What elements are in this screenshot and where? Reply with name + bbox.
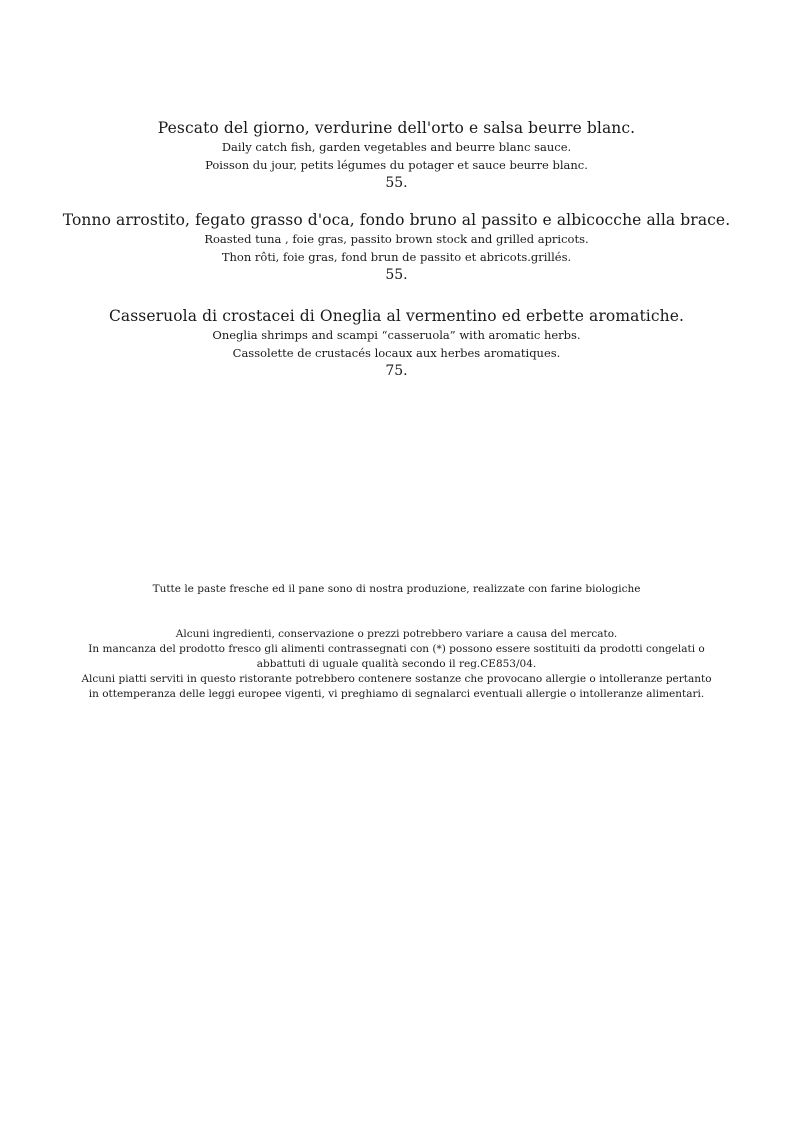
dish-price: 75. [385, 363, 408, 379]
dish-title: Pescato del giorno, verdurine dell'orto e salsa beurre blanc. [157, 119, 636, 137]
dish-title: Tonno arrostito, fegato grasso d'oca, fondo bruno al passito e albicocche alla brace. [62, 211, 731, 229]
bio-note: Tutte le paste fresche ed il pane sono di nostra produzione, realizzate con farine biologiche [152, 583, 641, 595]
dish-description-fr: Cassolette de crustacés locaux aux herbes aromatiques. [232, 346, 561, 360]
notice-line: Alcuni ingredienti, conservazione o prezzi potrebbero variare a causa del mercato. [175, 628, 618, 640]
dish-price: 55. [385, 267, 408, 283]
dish-title: Casseruola di crostacei di Oneglia al vermentino ed erbette aromatiche. [108, 307, 685, 325]
notice-line: in ottemperanza delle leggi europee vigenti, vi preghiamo di segnalarci eventuali allergie o intolleranze alimentari. [88, 688, 705, 700]
dish-item [0, 210, 793, 284]
dish-description-fr: Poisson du jour, petits légumes du potager et sauce beurre blanc. [205, 158, 588, 172]
dish-description-en: Daily catch fish, garden vegetables and beurre blanc sauce. [221, 140, 572, 154]
dish-description-fr: Thon rôti, foie gras, fond brun de passito et abricots.grillés. [221, 250, 572, 264]
dish-item [0, 306, 793, 380]
legal-notices [0, 627, 793, 702]
dish-price: 55. [385, 175, 408, 191]
notice-line: In mancanza del prodotto fresco gli alimenti contrassegnati con (*) possono essere sostituiti da prodotti congelati o [88, 643, 705, 655]
dish-description-en: Oneglia shrimps and scampi “casseruola” with aromatic herbs. [212, 328, 581, 342]
notice-line: Alcuni piatti serviti in questo ristorante potrebbero contenere sostanze che provocano allergie o intolleranze pertanto [81, 673, 712, 685]
dish-item [0, 118, 793, 192]
notice-line: abbattuti di uguale qualità secondo il reg.CE853/04. [256, 658, 537, 670]
dish-description-en: Roasted tuna , foie gras, passito brown stock and grilled apricots. [204, 232, 589, 246]
